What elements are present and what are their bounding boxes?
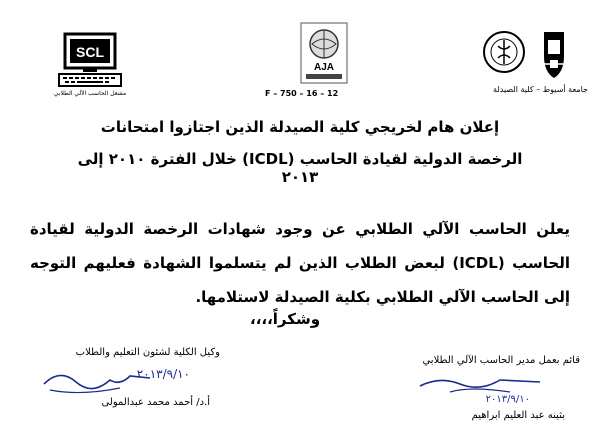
scl-subtitle: مشغل الحاسب الآلي الطلابي (53, 90, 127, 97)
university-faculty-logos (480, 26, 572, 82)
vice-dean-signature-date: ٢٠١٣/٩/١٠ (136, 367, 190, 381)
center-director-title: قائم بعمل مدير الحاسب الآلي الطلابي (422, 355, 580, 366)
scl-logo-text: SCL (76, 44, 104, 60)
vice-dean-signature (40, 362, 200, 398)
scl-computer-logo (55, 30, 125, 94)
aja-logo (300, 22, 348, 84)
announcement-body: يعلن الحاسب الآلي الطلابي عن وجود شهادات الرخصة الدولية لقيادة الحاسب (ICDL) لبعض الطلاب الذين لم يتسلموا الشهادة فعليهم التوجه إلى الحاسب الآلي الطلابي بكلية الصيدلة لاستلامها. (30, 220, 570, 306)
announcement-subtitle: الرخصة الدولية لقيادة الحاسب (ICDL) خلال الفترة ٢٠١٠ إلى ٢٠١٣ (77, 150, 523, 186)
announcement-title: إعلان هام لخريجي كلية الصيدلة الذين اجتازوا امتحانات (100, 118, 500, 136)
vice-dean-name: أ.د/ أحمد محمد عبدالمولى (101, 397, 210, 408)
center-director-signature (410, 372, 560, 408)
center-director-name: بثينه عبد العليم ابراهيم (471, 410, 565, 421)
center-director-signature-date: ٢٠١٣/٩/١٠ (485, 394, 530, 405)
university-faculty-line: جامعة أسيوط – كلية الصيدلة (493, 85, 588, 94)
vice-dean-title: وكيل الكلية لشئون التعليم والطلاب (75, 347, 220, 358)
form-code: F – 750 – 16 – 12 (265, 89, 339, 98)
aja-logo-text: AJA (313, 62, 335, 73)
closing-thanks: وشكراً،،،، (250, 310, 321, 328)
